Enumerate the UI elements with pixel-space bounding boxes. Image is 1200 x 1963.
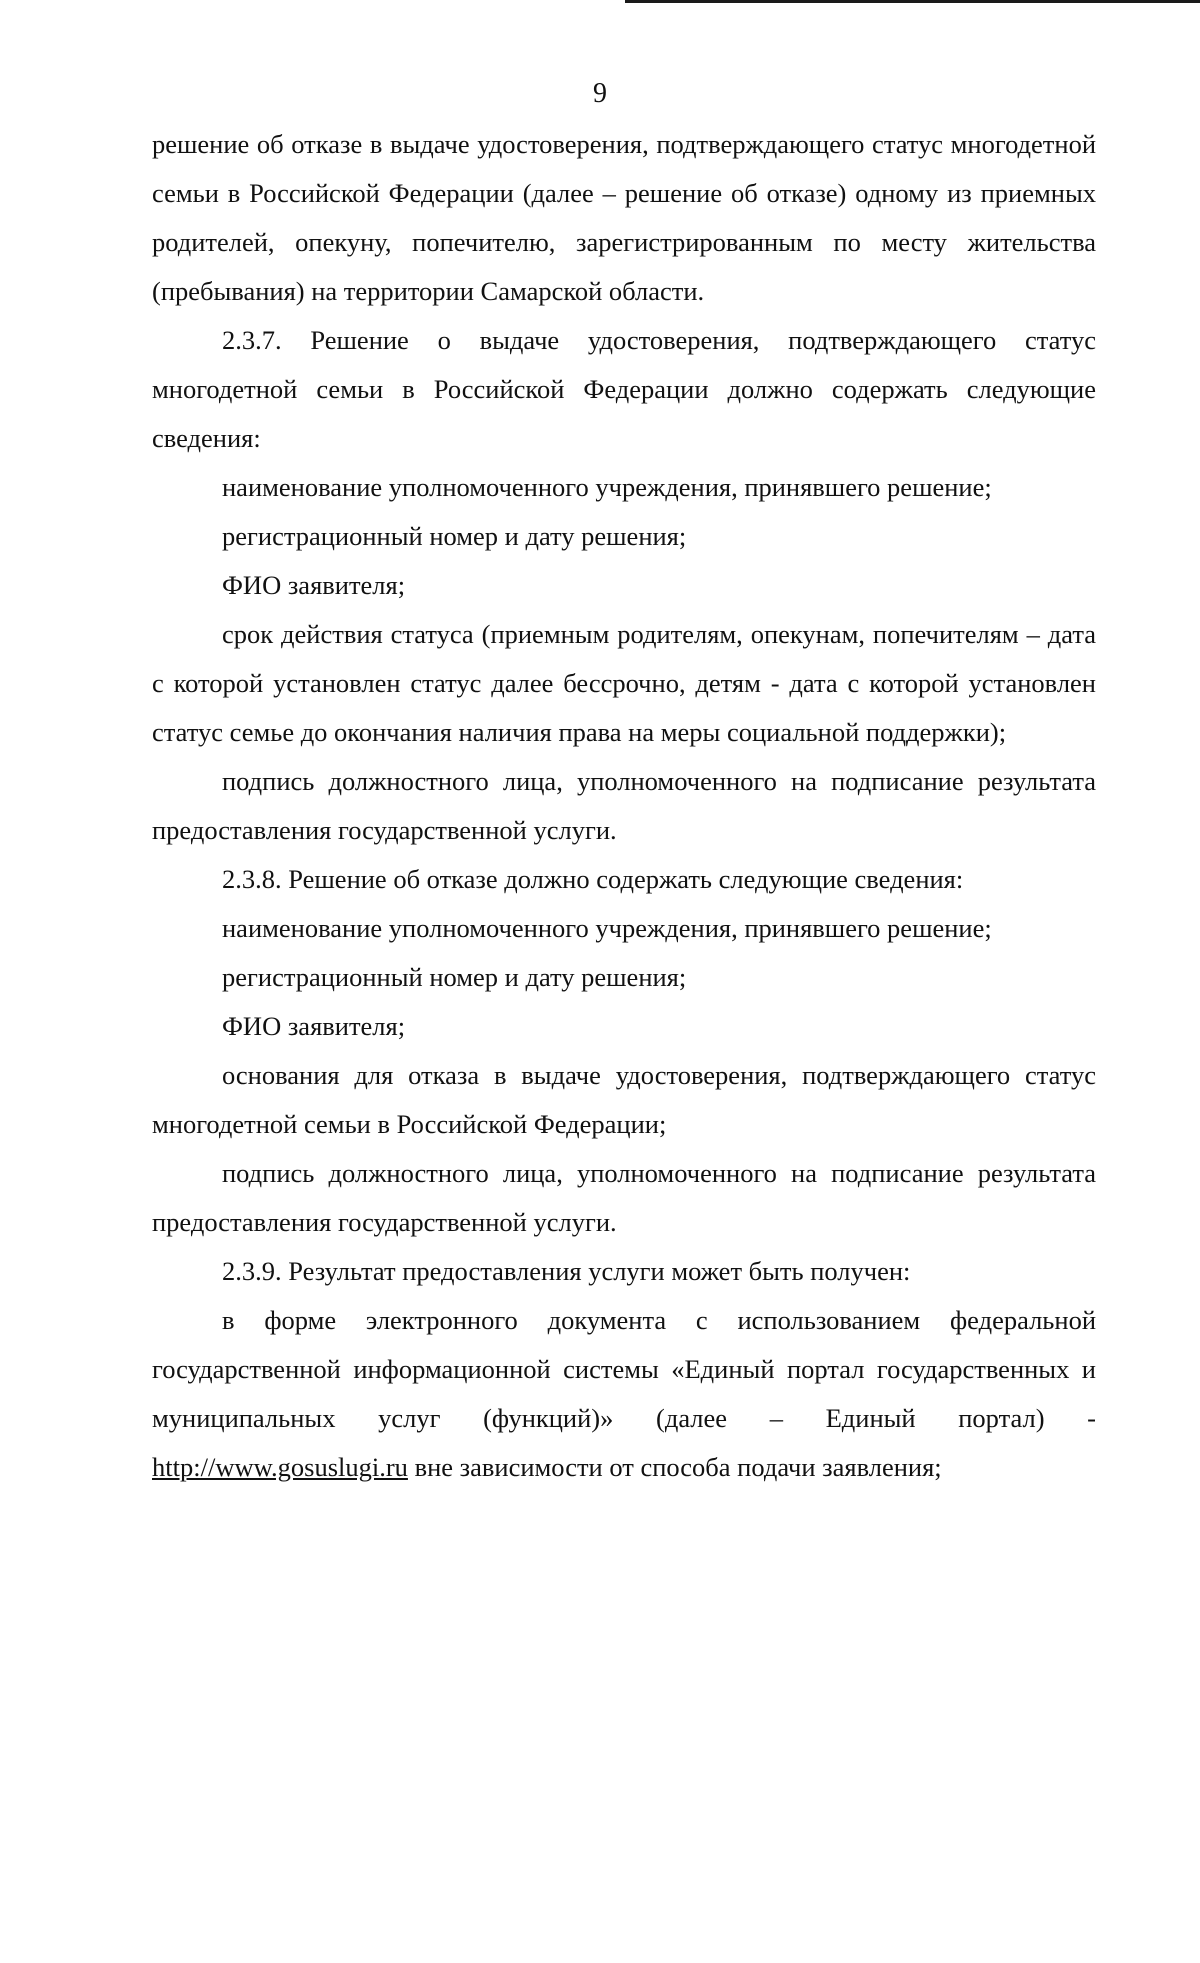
list-item: подпись должностного лица, уполномоченного на подписание результата предоставления государственной услуги. (152, 1158, 1096, 1237)
paragraph: решение об отказе в выдаче удостоверения, подтверждающего статус многодетной семьи в Российской Федерации (далее – решение об отказе) одному из приемных родителей, опекуну, попечителю, зарегистрированным по месту жительства (пребывания) на территории Самарской области. (152, 129, 1096, 306)
list-item: наименование уполномоченного учреждения, принявшего решение; (222, 913, 992, 943)
paragraph: 2.3.8. Решение об отказе должно содержать следующие сведения: (222, 864, 964, 894)
list-item: регистрационный номер и дату решения; (222, 962, 687, 992)
list-item: ФИО заявителя; (222, 1011, 406, 1041)
paragraph: 2.3.7. Решение о выдаче удостоверения, подтверждающего статус многодетной семьи в Российской Федерации должно содержать следующие сведения: (152, 325, 1096, 453)
last-line (152, 1443, 1096, 1492)
list-item: основания для отказа в выдаче удостоверения, подтверждающего статус многодетной семьи в Российской Федерации; (152, 1060, 1096, 1139)
top-rule (625, 0, 1200, 3)
paragraph: 2.3.9. Результат предоставления услуги может быть получен: (222, 1256, 911, 1286)
list-item: подпись должностного лица, уполномоченного на подписание результата предоставления государственной услуги. (152, 766, 1096, 845)
document-body (152, 120, 1096, 1492)
list-item: регистрационный номер и дату решения; (222, 521, 687, 551)
gosuslugi-link[interactable]: http://www.gosuslugi.ru (152, 1452, 408, 1482)
list-item: ФИО заявителя; (222, 570, 406, 600)
page-number: 9 (593, 78, 607, 109)
last-line-text: вне зависимости от способа подачи заявления; (407, 1452, 942, 1482)
list-item: срок действия статуса (приемным родителям, опекунам, попечителям – дата с которой установлен статус далее бессрочно, детям - дата с которой установлен статус семье до окончания наличия права на меры социальной поддержки); (152, 619, 1096, 747)
list-item: в форме электронного документа с использованием федеральной государственной информационной системы «Единый портал государственных и муниципальных услуг (функций)» (далее – Единый портал) - (152, 1305, 1096, 1433)
list-item: наименование уполномоченного учреждения, принявшего решение; (222, 472, 992, 502)
